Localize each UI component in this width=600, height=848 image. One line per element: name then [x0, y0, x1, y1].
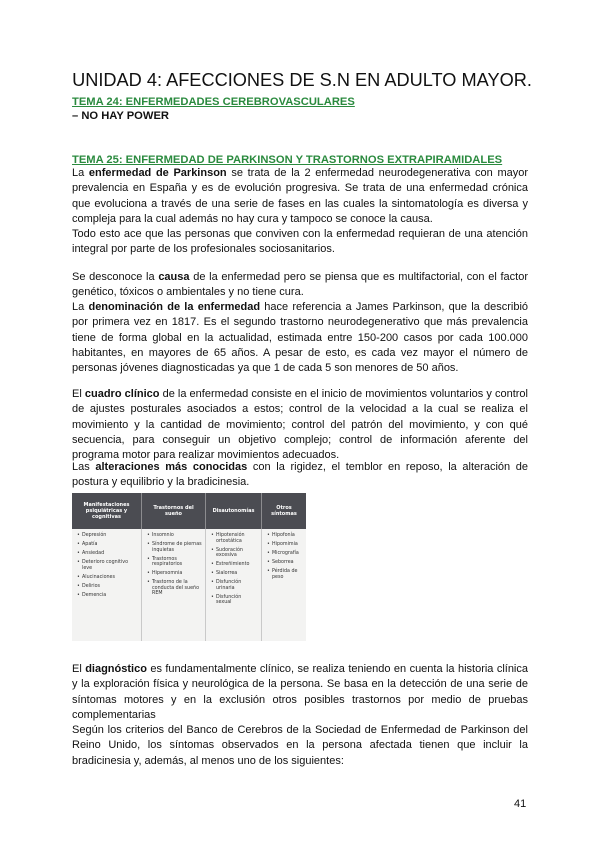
text: La — [72, 301, 89, 313]
bold-term: denominación de la enfermedad — [88, 301, 261, 313]
list-item: • Trastorno de la conducta del sueño REM — [147, 580, 202, 597]
table-column — [142, 529, 206, 641]
paragraph-criterios: Según los criterios del Banco de Cerebros de la Sociedad de Enfermedad de Parkinson del Reino Unido, los síntomas observados en la persona afectada tienen que incluir la bradicinesia y, además, al menos uno de los siguientes: — [72, 724, 528, 767]
text: La — [72, 167, 89, 179]
list-item: • Alucinaciones — [77, 575, 138, 581]
list-item: • Hipotensión ortostática — [211, 533, 258, 544]
text: de la enfermedad consiste en el inicio de movimientos voluntarios y control de ajustes posturales asociados a estos; control de la velocidad a la cual se realiza el movimiento y la cantidad de movimiento; control del patrón del movimiento, y con qué secuencia, para conseguir un objetivo complejo; control de información aferente del programa motor para realizar movimientos adecuados. — [72, 388, 528, 462]
tema24-heading: TEMA 24: ENFERMEDADES CEREBROVASCULARES — [72, 96, 355, 108]
text: es fundamentalmente clínico, se realiza teniendo en cuenta la historia clínica y la exploración física y neurológica de la persona. Se basa en la detección de una serie de síntomas motores y en la exclusión otros posibles trastornos por medio de pruebas complementarias — [72, 663, 528, 721]
table-column — [262, 529, 306, 641]
paragraph-cuadro-clinico — [72, 387, 528, 463]
list-item: • Hipersomnia — [147, 571, 202, 577]
bold-term: alteraciones más conocidas — [95, 461, 248, 473]
list-item: • Deterioro cognitivo leve — [77, 560, 138, 571]
list-item: • Apatía — [77, 542, 138, 548]
tema25-heading: TEMA 25: ENFERMEDAD DE PARKINSON Y TRASTORNOS EXTRAPIRAMIDALES — [72, 154, 503, 166]
list-item: • Sudoración excesiva — [211, 548, 258, 559]
table-header-cell: Otros síntomas — [271, 505, 297, 517]
bold-term: enfermedad de Parkinson — [88, 167, 227, 179]
list-item: • Hipomimia — [267, 542, 303, 548]
list-item: • Trastornos respiratorios — [147, 557, 202, 568]
list-item: • Estreñimiento — [211, 562, 258, 568]
list-item: • Delirios — [77, 584, 138, 590]
list-item: • Depresión — [77, 533, 138, 539]
list-item: • Ansiedad — [77, 551, 138, 557]
symptoms-table — [72, 493, 306, 641]
bold-term: causa — [158, 271, 190, 283]
list-item: • Disfunción sexual — [211, 595, 258, 606]
text: Se desconoce la — [72, 271, 159, 283]
bold-term: diagnóstico — [85, 663, 147, 675]
list-item: • Disfunción urinaria — [211, 580, 258, 591]
text: con la rigidez, el temblor en reposo, la alteración de postura y equilibrio y la bradicinesia. — [72, 461, 528, 489]
table-column — [206, 529, 262, 641]
list-item: • Hipofonía — [267, 533, 303, 539]
paragraph-diagnostico — [72, 662, 528, 723]
text: de la enfermedad pero se piensa que es multifactorial, con el factor genético, tóxicos o ambientales y no tiene cura. — [72, 271, 528, 299]
text: se trata de la 2 enfermedad neurodegenerativa con mayor prevalencia en España y es de evolución progresiva. Se trata de una enfermedad crónica que evoluciona a través de una serie de fases en las cuales la sintomatología es diversa y compleja para la cual además no hay cura y tampoco se conoce la causa. — [72, 167, 529, 225]
list-item: • Seborrea — [267, 560, 303, 566]
table-header — [72, 493, 306, 529]
list-item: • Demencia — [77, 593, 138, 599]
list-item: • Sialorrea — [211, 571, 258, 577]
text: Las — [72, 461, 96, 473]
paragraph-denominacion — [72, 300, 528, 376]
table-column — [72, 529, 142, 641]
table-header-cell: Disautonomías — [206, 493, 262, 529]
text: El — [72, 388, 85, 400]
paragraph-atencion: Todo esto ace que las personas que conviven con la enfermedad requieran de una atención integral por parte de los profesionales sociosanitarios. — [72, 228, 528, 256]
table-header-cell: Trastornos del sueño — [142, 493, 206, 529]
bold-term: cuadro clínico — [84, 388, 160, 400]
paragraph-intro — [72, 166, 528, 227]
list-item: • Pérdida de peso — [267, 569, 303, 580]
text: El — [72, 663, 86, 675]
tema24-note: – NO HAY POWER — [72, 110, 169, 122]
paragraph-alteraciones — [72, 460, 528, 491]
list-item: • Insomnio — [147, 533, 202, 539]
paragraph-causa — [72, 270, 528, 301]
unit-title: UNIDAD 4: AFECCIONES DE S.N EN ADULTO MAYOR. — [72, 70, 532, 90]
list-item: • Micrografía — [267, 551, 303, 557]
page-number: 41 — [514, 798, 527, 810]
table-header-cell: Manifestaciones psiquiátricas y cognitivas — [72, 493, 142, 529]
list-item: • Síndrome de piernas inquietas — [147, 542, 202, 553]
table-body — [72, 529, 306, 641]
text: hace referencia a James Parkinson, que la describió por primera vez en 1817. Es el segundo trastorno neurodegenerativo que más prevalencia tiene de forma global en la actualidad, estimada entre 150-200 casos por cada 100.000 habitantes, en mayores de 65 años. A pesar de esto, es cada vez mayor el número de personas jóvenes diagnosticadas ya que 1 de cada 5 son menores de 50 años. — [72, 301, 529, 375]
